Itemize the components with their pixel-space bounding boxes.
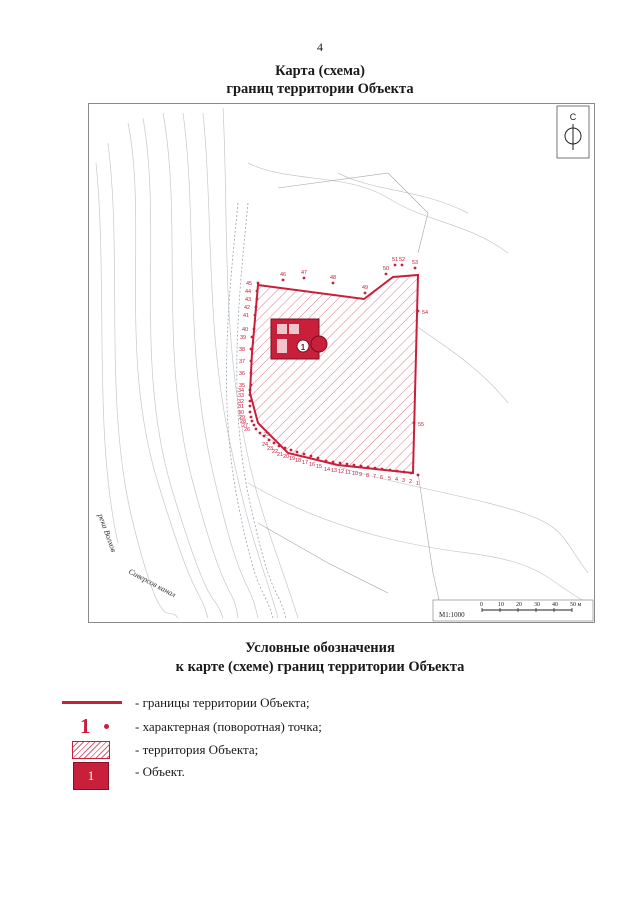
map-title-line-2: границ территории Объекта	[226, 81, 414, 97]
legend-item-territory	[0, 739, 640, 761]
scale-tick-label-5: 50 м	[570, 602, 582, 608]
boundary-point-2	[410, 472, 413, 475]
scale-tick-label-2: 20	[516, 602, 522, 608]
boundary-point-51	[394, 264, 397, 267]
boundary-point-label-47: 47	[301, 270, 308, 276]
boundary-point-label-7: 7	[373, 474, 377, 480]
boundary-point-label-53: 53	[412, 260, 419, 266]
boundary-point-18	[296, 451, 299, 454]
boundary-point-9	[360, 465, 363, 468]
boundary-point-19	[290, 449, 293, 452]
river-label: река Волхов	[96, 512, 119, 554]
scale-tick-label-4: 40	[552, 602, 558, 608]
boundary-point-48	[332, 282, 335, 285]
boundary-point-52	[401, 264, 404, 267]
boundary-point-40	[253, 328, 256, 331]
boundary-point-20	[284, 447, 287, 450]
boundary-point-13	[332, 461, 335, 464]
boundary-point-34	[249, 389, 252, 392]
boundary-point-label-55: 55	[418, 422, 425, 428]
legend-item-point	[0, 716, 640, 738]
boundary-point-label-52: 52	[399, 257, 406, 263]
boundary-point-7	[374, 467, 377, 470]
boundary-point-30	[249, 411, 252, 414]
boundary-point-label-8: 8	[366, 473, 370, 479]
boundary-point-43	[256, 298, 259, 301]
boundary-point-15	[317, 457, 320, 460]
boundary-point-label-45: 45	[246, 281, 253, 287]
boundary-point-label-34: 34	[238, 388, 245, 394]
boundary-point-29	[250, 416, 253, 419]
boundary-point-37	[250, 360, 253, 363]
boundary-point-label-1: 1	[416, 481, 420, 487]
boundary-point-8	[367, 466, 370, 469]
boundary-point-label-54: 54	[422, 310, 429, 316]
boundary-point-47	[303, 277, 306, 280]
boundary-point-label-15: 15	[316, 464, 323, 470]
boundary-point-39	[251, 336, 254, 339]
boundary-point-label-30: 30	[238, 410, 245, 416]
boundary-point-label-21: 21	[277, 452, 284, 458]
boundary-point-label-44: 44	[245, 289, 252, 295]
object-number-label: 1	[300, 343, 306, 352]
boundary-point-label-50: 50	[383, 266, 390, 272]
boundary-point-label-17: 17	[302, 460, 309, 466]
boundary-point-label-38: 38	[239, 347, 246, 353]
boundary-point-label-36: 36	[239, 371, 246, 377]
boundary-point-label-39: 39	[240, 335, 247, 341]
boundary-point-1	[417, 474, 420, 477]
boundary-point-6	[381, 468, 384, 471]
legend-line-symbol	[62, 701, 122, 704]
boundary-point-label-13: 13	[331, 468, 338, 474]
boundary-point-36	[250, 372, 253, 375]
boundary-point-label-25: 25	[264, 432, 271, 438]
boundary-point-35	[250, 384, 253, 387]
boundary-point-label-16: 16	[309, 462, 316, 468]
boundary-point-label-42: 42	[244, 305, 251, 311]
boundary-point-label-5: 5	[388, 476, 392, 482]
page-number: 4	[317, 40, 323, 54]
boundary-point-10	[353, 464, 356, 467]
boundary-point-label-48: 48	[330, 275, 337, 281]
legend-object-symbol: 1	[73, 762, 109, 790]
boundary-point-46	[282, 279, 285, 282]
boundary-point-label-29: 29	[239, 415, 246, 421]
boundary-point-label-31: 31	[238, 404, 245, 410]
boundary-point-4	[396, 470, 399, 473]
boundary-point-label-9: 9	[359, 472, 363, 478]
legend-title	[0, 639, 640, 677]
scale-tick-label-1: 10	[498, 602, 504, 608]
boundary-point-16	[310, 455, 313, 458]
boundary-point-label-49: 49	[362, 285, 369, 291]
map-title	[0, 62, 640, 98]
legend-hatch-symbol	[72, 741, 110, 759]
boundary-point-label-6: 6	[380, 475, 384, 481]
boundary-point-label-32: 32	[238, 399, 245, 405]
legend-text-territory: - территория Объекта;	[135, 742, 259, 757]
boundary-point-label-43: 43	[245, 297, 252, 303]
boundary-point-25	[259, 432, 262, 435]
boundary-point-label-24: 24	[262, 442, 269, 448]
boundary-point-label-40: 40	[242, 327, 249, 333]
boundary-point-label-41: 41	[243, 313, 250, 319]
boundary-point-22	[273, 442, 276, 445]
boundary-point-label-33: 33	[238, 393, 245, 399]
boundary-point-label-26: 26	[244, 427, 251, 433]
boundary-point-label-27: 27	[242, 423, 249, 429]
boundary-point-45	[257, 282, 260, 285]
boundary-point-44	[256, 290, 259, 293]
boundary-point-label-28: 28	[240, 419, 247, 425]
boundary-point-label-14: 14	[324, 467, 331, 473]
legend-item-object	[0, 762, 640, 792]
legend-text-boundary: - границы территории Объекта;	[135, 695, 310, 710]
legend-point-dot	[104, 724, 109, 729]
boundary-point-11	[346, 463, 349, 466]
boundary-point-55	[413, 422, 416, 425]
boundary-point-label-3: 3	[402, 478, 406, 484]
boundary-point-label-19: 19	[289, 456, 296, 462]
boundary-point-31	[249, 405, 252, 408]
scale-bar	[433, 600, 593, 621]
boundary-point-38	[250, 348, 253, 351]
boundary-point-33	[249, 394, 252, 397]
boundary-point-28	[251, 420, 254, 423]
boundary-point-53	[414, 267, 417, 270]
boundary-point-label-37: 37	[239, 359, 246, 365]
object-building	[271, 319, 327, 359]
boundary-point-label-23: 23	[267, 446, 274, 452]
boundary-point-14	[325, 460, 328, 463]
boundary-point-label-10: 10	[352, 471, 359, 477]
canal-label: Сиверсов канал	[127, 566, 178, 600]
boundary-point-12	[339, 462, 342, 465]
boundary-point-label-4: 4	[395, 477, 399, 483]
legend-item-boundary	[0, 694, 640, 716]
boundary-point-21	[278, 445, 281, 448]
boundary-point-label-35: 35	[239, 383, 246, 389]
scale-tick-label-0: 0	[480, 602, 483, 608]
boundary-point-label-11: 11	[345, 470, 351, 476]
north-label: С	[569, 112, 577, 122]
boundary-point-41	[254, 314, 257, 317]
legend-text-point: - характерная (поворотная) точка;	[135, 719, 322, 734]
map-title-line-1: Карта (схема)	[275, 63, 365, 79]
map-frame	[88, 103, 595, 623]
boundary-point-label-46: 46	[280, 272, 287, 278]
boundary-point-27	[253, 424, 256, 427]
boundary-point-32	[249, 400, 252, 403]
boundary-point-50	[385, 273, 388, 276]
scale-tick-label-3: 30	[534, 602, 540, 608]
boundary-point-label-2: 2	[409, 479, 413, 485]
legend-title-line-2: к карте (схеме) границ территории Объекта	[175, 659, 465, 675]
boundary-point-23	[268, 439, 271, 442]
boundary-point-17	[303, 453, 306, 456]
legend-point-number: 1	[80, 714, 91, 738]
boundary-point-label-18: 18	[295, 458, 302, 464]
boundary-point-5	[389, 469, 392, 472]
scale-label: М1:1000	[439, 611, 465, 619]
north-arrow	[557, 106, 589, 158]
boundary-point-label-51: 51	[392, 257, 399, 263]
boundary-point-49	[364, 292, 367, 295]
boundary-point-42	[255, 306, 258, 309]
boundary-point-label-22: 22	[272, 449, 279, 455]
boundary-point-label-12: 12	[338, 469, 345, 475]
boundary-point-label-20: 20	[283, 454, 290, 460]
boundary-point-54	[417, 310, 420, 313]
boundary-point-3	[403, 471, 406, 474]
legend-text-object: - Объект.	[135, 764, 185, 779]
boundary-point-26	[255, 428, 258, 431]
legend-title-line-1: Условные обозначения	[245, 640, 395, 656]
